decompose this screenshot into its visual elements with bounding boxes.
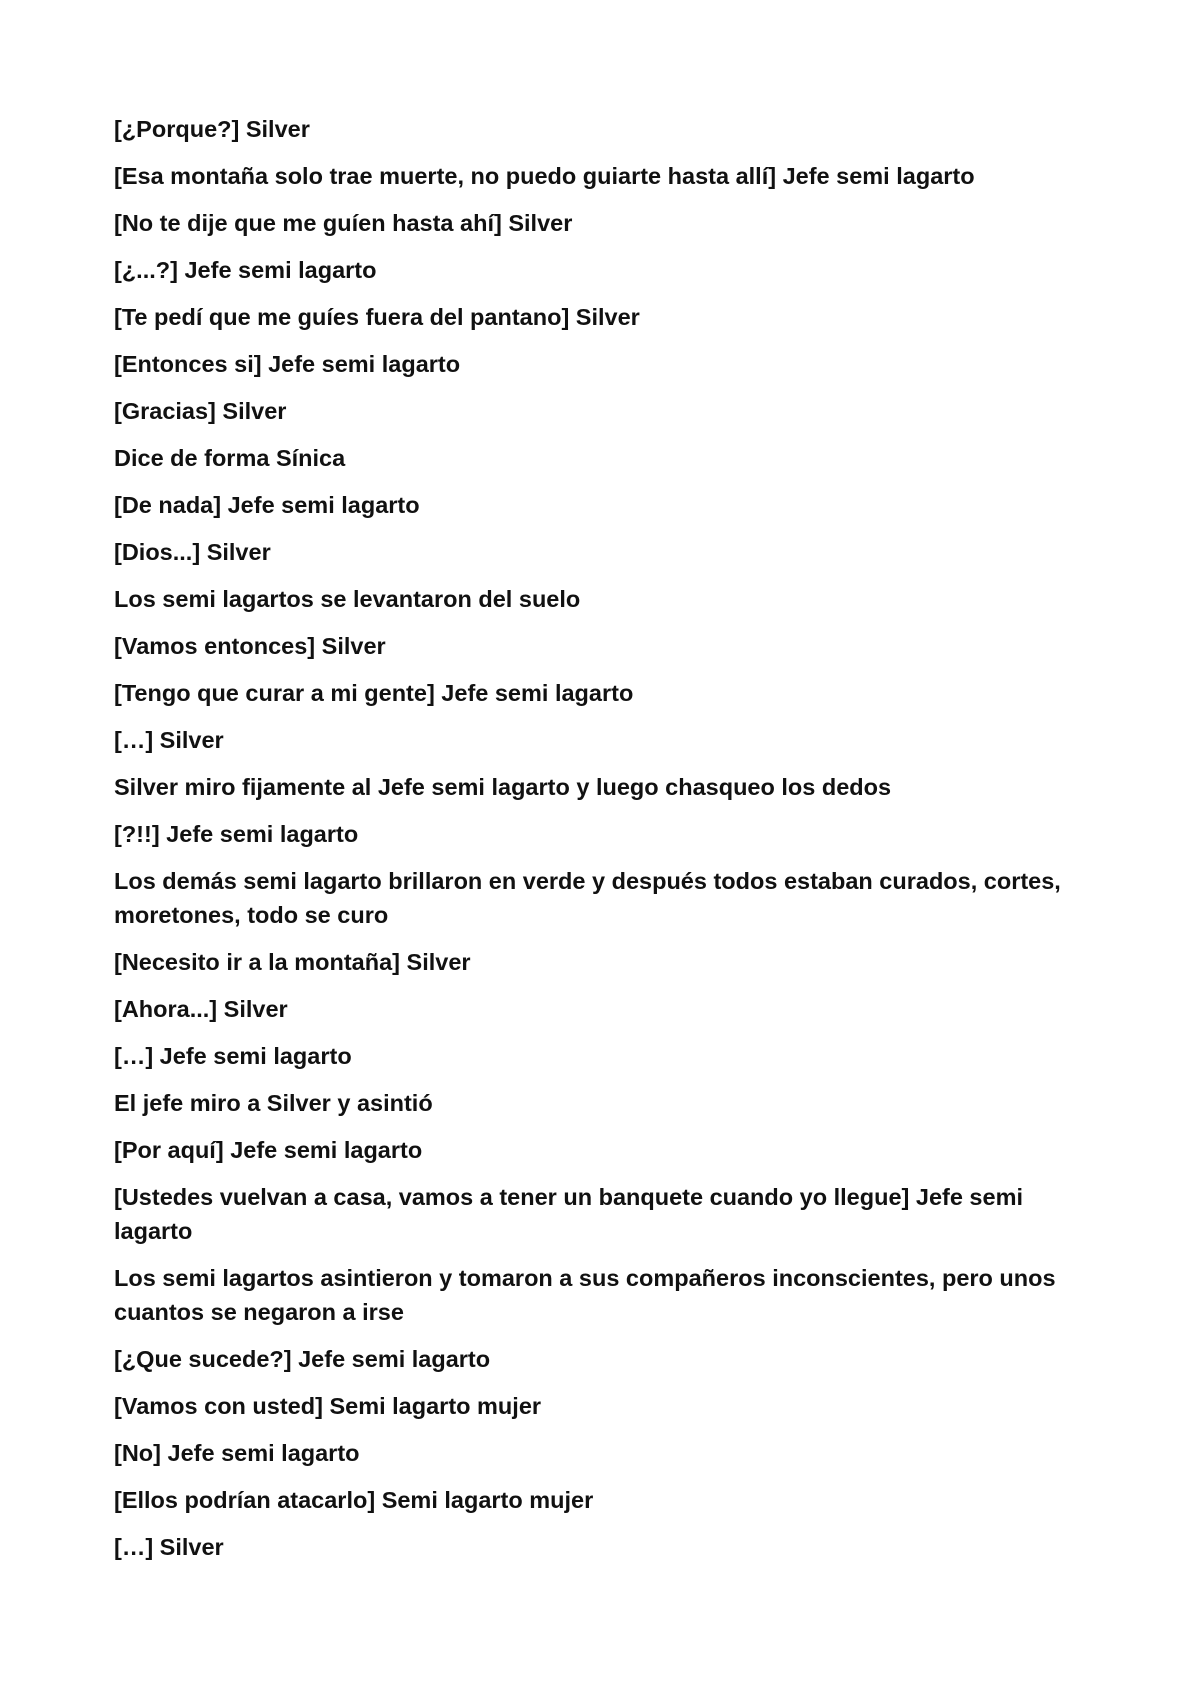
paragraph: [Vamos con usted] Semi lagarto mujer xyxy=(114,1393,542,1419)
paragraph: [¿Que sucede?] Jefe semi lagarto xyxy=(114,1346,491,1372)
paragraph: [De nada] Jefe semi lagarto xyxy=(114,492,420,518)
paragraph: [Vamos entonces] Silver xyxy=(114,633,386,659)
paragraph: Los demás semi lagarto brillaron en verde y después todos estaban curados, cortes, moretones, todo se curo xyxy=(114,868,1061,928)
paragraph: [Ellos podrían atacarlo] Semi lagarto mujer xyxy=(114,1487,594,1513)
paragraph: [Dios...] Silver xyxy=(114,539,271,565)
paragraph: [Tengo que curar a mi gente] Jefe semi lagarto xyxy=(114,680,634,706)
paragraph: [Esa montaña solo trae muerte, no puedo guiarte hasta allí] Jefe semi lagarto xyxy=(114,163,975,189)
paragraph: El jefe miro a Silver y asintió xyxy=(114,1090,433,1116)
paragraph: [?!!] Jefe semi lagarto xyxy=(114,821,359,847)
paragraph: [¿Porque?] Silver xyxy=(114,116,310,142)
paragraph: [Ahora...] Silver xyxy=(114,996,288,1022)
paragraph: [Por aquí] Jefe semi lagarto xyxy=(114,1137,423,1163)
paragraph: [Te pedí que me guíes fuera del pantano] Silver xyxy=(114,304,640,330)
paragraph: [Necesito ir a la montaña] Silver xyxy=(114,949,471,975)
paragraph: [¿...?] Jefe semi lagarto xyxy=(114,257,377,283)
paragraph: […] Silver xyxy=(114,727,224,753)
paragraph: Dice de forma Sínica xyxy=(114,445,346,471)
paragraph: [Entonces si] Jefe semi lagarto xyxy=(114,351,461,377)
paragraph: Los semi lagartos se levantaron del suelo xyxy=(114,586,581,612)
paragraph: Silver miro fijamente al Jefe semi lagarto y luego chasqueo los dedos xyxy=(114,774,892,800)
document-body xyxy=(114,112,1094,1577)
paragraph: [Gracias] Silver xyxy=(114,398,287,424)
paragraph: [No] Jefe semi lagarto xyxy=(114,1440,360,1466)
paragraph: [Ustedes vuelvan a casa, vamos a tener un banquete cuando yo llegue] Jefe semi lagarto xyxy=(114,1184,1023,1244)
paragraph: […] Jefe semi lagarto xyxy=(114,1043,352,1069)
paragraph: Los semi lagartos asintieron y tomaron a sus compañeros inconscientes, pero unos cuantos se negaron a irse xyxy=(114,1265,1056,1325)
paragraph: […] Silver xyxy=(114,1534,224,1560)
paragraph: [No te dije que me guíen hasta ahí] Silver xyxy=(114,210,573,236)
